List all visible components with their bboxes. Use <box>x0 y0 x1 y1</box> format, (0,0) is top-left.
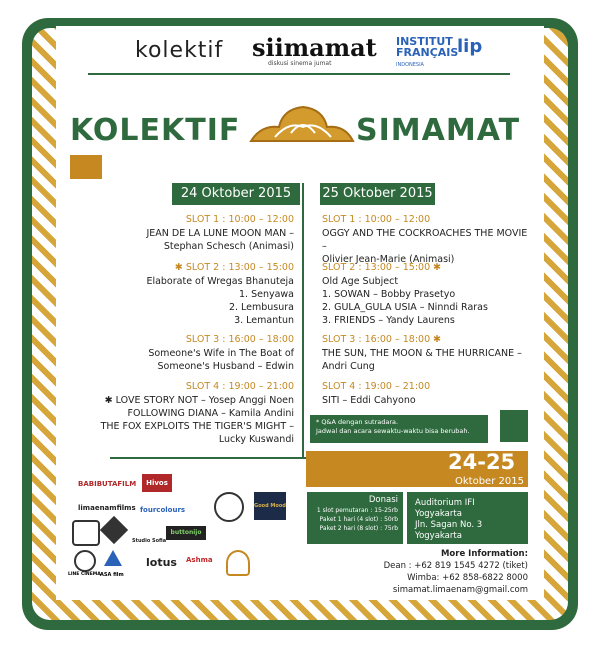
gold-ornament-square <box>70 155 102 179</box>
day2-slot2-films: Old Age Subject 1. SOWAN – Bobby Prasetyo 2. GULA_GULA USIA – Ninndi Raras 3. FRIENDS – Yandy Laurens <box>322 276 488 326</box>
logo-institut-sub: INDONESIA <box>396 62 424 68</box>
sponsor-lasalle-icon <box>214 492 244 522</box>
day1-slot4-films: ✱ LOVE STORY NOT – Yosep Anggi Noen FOLLOWING DIANA – Kamila Andini THE FOX EXPLOITS THE TIGER'S MIGHT – Lucky Kuswandi <box>100 395 294 445</box>
sponsor-ggc-icon <box>74 550 96 572</box>
sponsor-ashma: Ashma <box>186 556 213 564</box>
sponsor-labita-icon <box>72 520 100 546</box>
title-simamat: SIMAMAT <box>356 113 521 148</box>
logo-kolektif: kolektif <box>135 38 224 63</box>
section-divider <box>110 457 306 459</box>
day1-heading: 24 Oktober 2015 <box>172 183 300 205</box>
venue-box: Auditorium IFI Yogyakarta Jln. Sagan No. 3 Yogyakarta <box>407 492 528 544</box>
title-kolektif: KOLEKTIF <box>70 113 241 148</box>
day1-slot2-time: ✱ SLOT 2 : 13:00 – 15:00 <box>174 262 294 273</box>
sponsor-festival-icon <box>226 550 250 576</box>
column-divider <box>302 183 304 459</box>
sponsor-hivos: Hivos <box>142 474 172 492</box>
day2-slot4-time: SLOT 4 : 19:00 – 21:00 <box>322 381 431 392</box>
logo-institut-francais: INSTITUT FRANÇAIS <box>396 35 459 59</box>
logo-simamat-sub: diskusi sinema jumat <box>268 60 332 67</box>
day1-slot1-films: JEAN DE LA LUNE MOON MAN – Stephan Schesch (Animasi) <box>146 228 294 252</box>
day2-slot3-films: THE SUN, THE MOON & THE HURRICANE – Andri Cung <box>322 348 522 372</box>
cloud-ornament-icon <box>243 97 361 153</box>
day1-slot3-films: Someone's Wife in The Boat of Someone's Husband – Edwin <box>148 348 294 372</box>
day2-slot4-films: SITI – Eddi Cahyono <box>322 395 416 406</box>
logo-simamat: siimamat <box>252 33 377 62</box>
logo-lip: lip <box>457 36 483 57</box>
date-range: 24-25 <box>448 450 516 474</box>
contact-info: More Information: Dean : +62 819 1545 4272 (tiket) Wimba: +62 858-6822 8000 simamat.limaenam@gmail.com <box>383 549 528 595</box>
sponsor-goodmood: Good Mood <box>254 492 286 520</box>
sponsor-limaenam: limaenamfilms <box>78 504 136 512</box>
donation-box: Donasi 1 slot pemutaran : 15-25rb Paket 1 hari (4 slot) : 50rb Paket 2 hari (8 slot) : 75rb <box>307 492 403 544</box>
day1-slot1-time: SLOT 1 : 10:00 – 12:00 <box>185 214 294 225</box>
sponsor-babibuta: BABIBUTAFILM <box>78 480 137 488</box>
day2-slot1-films: OGGY AND THE COCKROACHES THE MOVIE – Olivier Jean-Marie (Animasi) <box>322 228 528 265</box>
day2-slot2-time: SLOT 2 : 13:00 – 15:00 ✱ <box>322 262 442 273</box>
sponsor-asa: ASA film <box>100 572 124 578</box>
day2-heading: 25 Oktober 2015 <box>320 183 435 205</box>
date-month: Oktober 2015 <box>455 476 524 487</box>
day2-slot3-time: SLOT 3 : 16:00 – 18:00 ✱ <box>322 334 442 345</box>
day2-slot1-time: SLOT 1 : 10:00 – 12:00 <box>322 214 431 225</box>
green-ornament-square <box>500 410 528 442</box>
day1-slot2-films: Elaborate of Wregas Bhanuteja 1. Senyawa 2. Lembusura 3. Lemantun <box>146 276 294 326</box>
sponsor-buttonijo: buttonijo <box>166 526 206 540</box>
sponsor-asa-icon <box>104 550 122 566</box>
day1-slot4-time: SLOT 4 : 19:00 – 21:00 <box>185 381 294 392</box>
sponsor-lotus: lotus <box>146 556 177 569</box>
sponsor-fourcolours: fourcolours <box>140 506 186 514</box>
header-divider <box>88 73 510 75</box>
day1-slot3-time: SLOT 3 : 16:00 – 18:00 <box>185 334 294 345</box>
sponsor-ggc: LINE CINEMA <box>68 572 101 577</box>
sponsor-studio: Studio Sofia <box>132 538 167 544</box>
qa-note: * Q&A dengan sutradara. Jadwal dan acara sewaktu-waktu bisa berubah. <box>310 415 488 443</box>
